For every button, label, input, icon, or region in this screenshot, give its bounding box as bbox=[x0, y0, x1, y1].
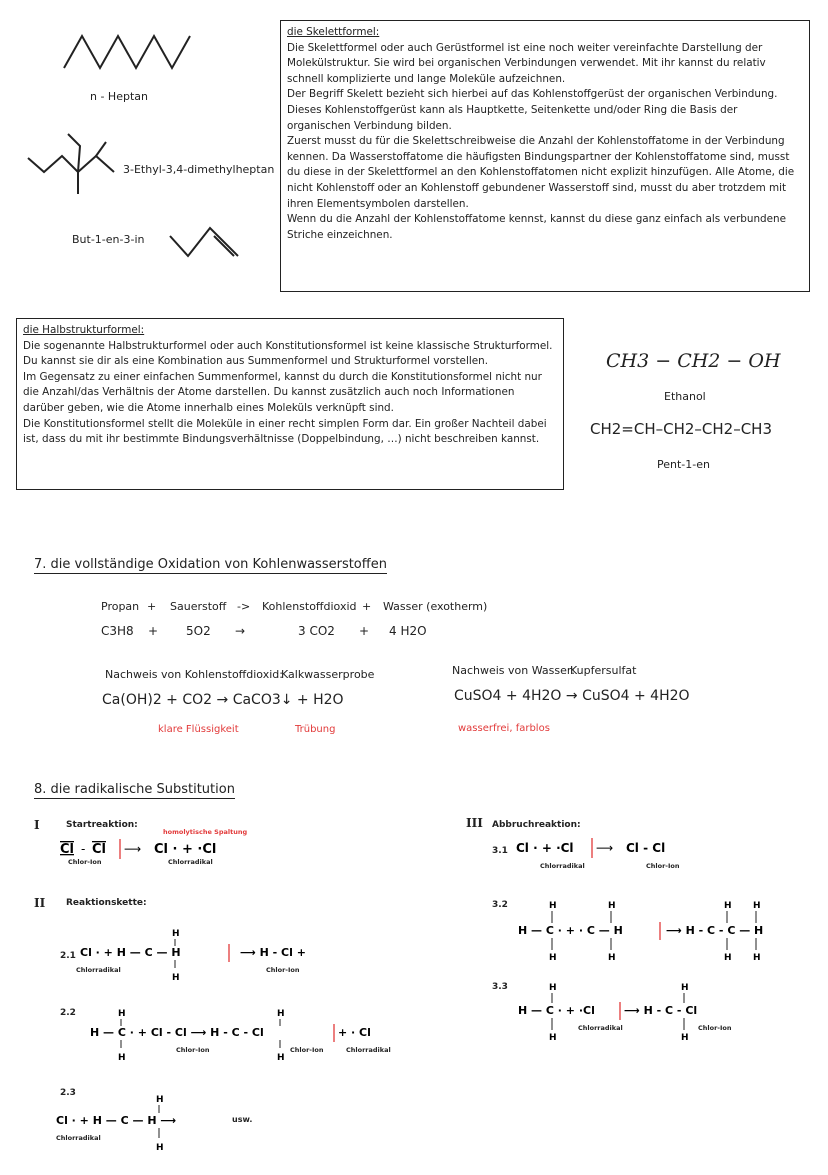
eq-3-1 bbox=[516, 834, 696, 864]
roman-I: I bbox=[34, 818, 40, 832]
start-chlorradikal: Chlorradikal bbox=[168, 858, 213, 866]
pentene-formula: CH2=CH–CH2–CH2–CH3 bbox=[590, 420, 773, 438]
word-arrow: -> bbox=[237, 600, 251, 613]
eq-3-2 bbox=[518, 896, 818, 966]
chlorradikal-2-3: Chlorradikal bbox=[56, 1134, 101, 1142]
chlorradikal-2-1: Chlorradikal bbox=[76, 966, 121, 974]
word-propan: Propan bbox=[101, 600, 140, 613]
chlor-ion-2-1: Chlor-Ion bbox=[266, 966, 300, 974]
chlorradikal-3-3: Chlorradikal bbox=[578, 1024, 623, 1032]
svg-text:H: H bbox=[549, 983, 557, 993]
start-chlor-ion: Chlor-Ion bbox=[68, 858, 102, 866]
svg-text:H — C · + Cl - Cl ⟶ H - C - Cl: H — C · + Cl - Cl ⟶ H - C - Cl bbox=[90, 1026, 264, 1039]
svg-text:H: H bbox=[118, 1053, 126, 1063]
startreaktion: Startreaktion: bbox=[66, 820, 138, 830]
eq-o2: 5O2 bbox=[186, 624, 211, 638]
word-plus1: + bbox=[147, 600, 157, 613]
svg-text:H — C · + ·Cl: H — C · + ·Cl bbox=[518, 1004, 595, 1017]
eq-h2o: 4 H2O bbox=[389, 624, 427, 638]
svg-text:H: H bbox=[549, 901, 557, 911]
num-2-2: 2.2 bbox=[60, 1008, 76, 1018]
nachweis-co2: Nachweis von Kohlenstoffdioxid: bbox=[105, 668, 283, 681]
svg-text:H: H bbox=[156, 1095, 164, 1105]
roman-II: II bbox=[34, 896, 46, 910]
svg-text:+ · Cl: + · Cl bbox=[338, 1026, 371, 1039]
chlor-ion-3-3: Chlor-Ion bbox=[698, 1024, 732, 1032]
svg-text:H: H bbox=[172, 929, 180, 939]
truebung: Trübung bbox=[295, 724, 336, 735]
svg-text:Cl: Cl bbox=[60, 842, 74, 857]
ethyl-dimethylheptane-skeletal bbox=[24, 132, 124, 202]
eq-2-1 bbox=[80, 922, 350, 992]
butenin-skeletal bbox=[166, 222, 246, 262]
eq-arrow: → bbox=[235, 624, 246, 638]
eq-calcium: Ca(OH)2 + CO2 → CaCO3↓ + H2O bbox=[102, 692, 344, 708]
chlor-ion-2-2a: Chlor-Ion bbox=[176, 1046, 210, 1054]
num-2-3: 2.3 bbox=[60, 1088, 76, 1098]
skelett-p4: Wenn du die Anzahl der Kohlenstoffatome kennst, kannst du diese ganz einfach als verbundene Striche einzeichnen. bbox=[287, 213, 787, 241]
num-2-1: 2.1 bbox=[60, 951, 76, 961]
num-3-3: 3.3 bbox=[492, 982, 508, 992]
svg-text:Cl - Cl: Cl - Cl bbox=[626, 841, 666, 855]
svg-text:⟶ H - C - C — H: ⟶ H - C - C — H bbox=[666, 924, 764, 937]
reaktionskette: Reaktionskette: bbox=[66, 898, 147, 908]
ethanol-formula: CH3 − CH2 − OH bbox=[606, 350, 781, 372]
butenin-label: But-1-en-3-in bbox=[72, 233, 145, 246]
chlor-ion-2-2b: Chlor-Ion bbox=[290, 1046, 324, 1054]
svg-text:Cl: Cl bbox=[92, 842, 106, 857]
svg-text:H: H bbox=[608, 953, 616, 963]
wasserfrei: wasserfrei, farblos bbox=[458, 723, 550, 734]
svg-text:H: H bbox=[608, 901, 616, 911]
halb-p3: Die Konstitutionsformel stellt die Moleküle in einer recht simplen Form dar. Ein großer Nachteil dabei ist, dass du mit ihr bestimmte Bindungsverhältnisse (Doppelbindung, …) nicht beschreiben kannst. bbox=[23, 417, 547, 446]
heptane-skeletal bbox=[60, 28, 200, 78]
svg-text:H: H bbox=[753, 901, 761, 911]
svg-text:-: - bbox=[81, 842, 86, 856]
eq-c3h8: C3H8 bbox=[101, 624, 134, 638]
svg-text:⟶: ⟶ bbox=[124, 842, 142, 856]
skelett-p1: Die Skelettformel oder auch Gerüstformel ist eine noch weiter vereinfachte Darstellung der Molekülstruktur. Sie wird bei organischen Verbindungen verwendet. Mit ihr kannst du relativ schnell komplizierte und lange Moleküle aufzeichnen. bbox=[287, 41, 766, 85]
chlorradikal-2-2: Chlorradikal bbox=[346, 1046, 391, 1054]
svg-text:H: H bbox=[277, 1009, 285, 1019]
halb-p2: Im Gegensatz zu einer einfachen Summenformel, kannst du durch die Konstitutionsformel nicht nur die Anzahl/das Verhältnis der Atome darstellen. Du kannst zusätzlich auch noch Informationen darüber geben, wie die Atome innerhalb eines Moleküls verknüpft sind. bbox=[23, 370, 542, 414]
skelett-p3: Zuerst musst du für die Skelettschreibweise die Anzahl der Kohlenstoffatome in der Verbindung kennen. Da Wasserstoffatome die häufigsten Bindungspartner der Kohlenstoffatome sind, musst du diese in der Skelettformel an den Kohlenstoffatomen nicht explizit hinzufügen. Alle Atome, die nicht Kohlenstoff oder an Kohlenstoff gebundener Wasserstoff sind, musst du aber trotzdem mit ihren Elementsymbolen darstellen. bbox=[287, 135, 795, 210]
eq-2-3 bbox=[56, 1094, 256, 1158]
nachweis-h2o: Nachweis von Wasser: bbox=[452, 664, 575, 677]
svg-text:Cl · + ·Cl: Cl · + ·Cl bbox=[516, 841, 574, 855]
svg-text:H: H bbox=[724, 901, 732, 911]
word-kdioxid: Kohlenstoffdioxid bbox=[262, 600, 357, 613]
halbstrukturformel-box bbox=[16, 318, 564, 490]
klare-fluessigkeit: klare Flüssigkeit bbox=[158, 724, 239, 735]
svg-text:Cl · + ·Cl: Cl · + ·Cl bbox=[154, 842, 217, 857]
kupfersulfat: Kupfersulfat bbox=[570, 664, 637, 677]
skelett-title: die Skelettformel: bbox=[287, 26, 380, 38]
heptane-label: n - Heptan bbox=[90, 90, 148, 103]
section7-title: 7. die vollständige Oxidation von Kohlenwasserstoffen bbox=[34, 557, 387, 572]
halb-title: die Halbstrukturformel: bbox=[23, 324, 145, 336]
skelettformel-box bbox=[280, 20, 810, 292]
svg-text:H: H bbox=[118, 1009, 126, 1019]
svg-text:H: H bbox=[724, 953, 732, 963]
usw: usw. bbox=[232, 1115, 253, 1124]
svg-text:H: H bbox=[277, 1053, 285, 1063]
word-wasser: Wasser (exotherm) bbox=[383, 600, 488, 613]
chlor-ion-3-1: Chlor-Ion bbox=[646, 862, 680, 870]
abbruchreaktion: Abbruchreaktion: bbox=[492, 820, 581, 830]
num-3-2: 3.2 bbox=[492, 900, 508, 910]
skelett-p2: Der Begriff Skelett bezieht sich hierbei auf das Kohlenstoffgerüst der organischen Verbindung. Dieses Kohlenstoffgerüst kann als Hauptkette, Seitenkette und/oder Ring die Basis der organischen Verbindung bilden. bbox=[287, 88, 778, 132]
svg-text:⟶ H - Cl +: ⟶ H - Cl + bbox=[240, 946, 306, 959]
pentene-label: Pent-1-en bbox=[657, 458, 710, 471]
svg-text:H — C · + · C — H: H — C · + · C — H bbox=[518, 924, 623, 937]
svg-text:H: H bbox=[156, 1143, 164, 1153]
ethyl-label: 3-Ethyl-3,4-dimethylheptan bbox=[123, 163, 275, 176]
svg-text:Cl · + H — C — H: Cl · + H — C — H bbox=[80, 946, 181, 959]
eq-copper: CuSO4 + 4H2O → CuSO4 + 4H2O bbox=[454, 688, 690, 704]
section8-title: 8. die radikalische Substitution bbox=[34, 782, 235, 797]
word-plus2: + bbox=[362, 600, 372, 613]
halb-p1: Die sogenannte Halbstrukturformel oder auch Konstitutionsformel ist keine klassische Strukturformel. Du kannst sie dir als eine Kombination aus Summenformel und Strukturformel vorstellen. bbox=[23, 339, 553, 368]
svg-text:H: H bbox=[172, 973, 180, 983]
chlorradikal-3-1: Chlorradikal bbox=[540, 862, 585, 870]
svg-text:H: H bbox=[681, 1033, 689, 1043]
svg-text:Cl · + H — C — H ⟶: Cl · + H — C — H ⟶ bbox=[56, 1114, 177, 1127]
kalkwasserprobe: Kalkwasserprobe bbox=[281, 668, 375, 681]
svg-text:H: H bbox=[753, 953, 761, 963]
svg-text:⟶: ⟶ bbox=[596, 841, 614, 855]
roman-III: III bbox=[466, 816, 483, 830]
homolytische-spaltung: homolytische Spaltung bbox=[163, 828, 248, 836]
num-3-1: 3.1 bbox=[492, 846, 508, 856]
ethanol-label: Ethanol bbox=[664, 390, 706, 403]
svg-text:⟶ H - C - Cl: ⟶ H - C - Cl bbox=[624, 1004, 698, 1017]
word-sauerstoff: Sauerstoff bbox=[170, 600, 227, 613]
eq-2-2 bbox=[90, 1002, 390, 1072]
eq-plus1: + bbox=[148, 624, 159, 638]
svg-text:H: H bbox=[549, 953, 557, 963]
eq-co2: 3 CO2 bbox=[298, 624, 335, 638]
svg-text:H: H bbox=[549, 1033, 557, 1043]
svg-text:H: H bbox=[681, 983, 689, 993]
eq-3-3 bbox=[518, 980, 778, 1046]
eq-plus2: + bbox=[359, 624, 370, 638]
